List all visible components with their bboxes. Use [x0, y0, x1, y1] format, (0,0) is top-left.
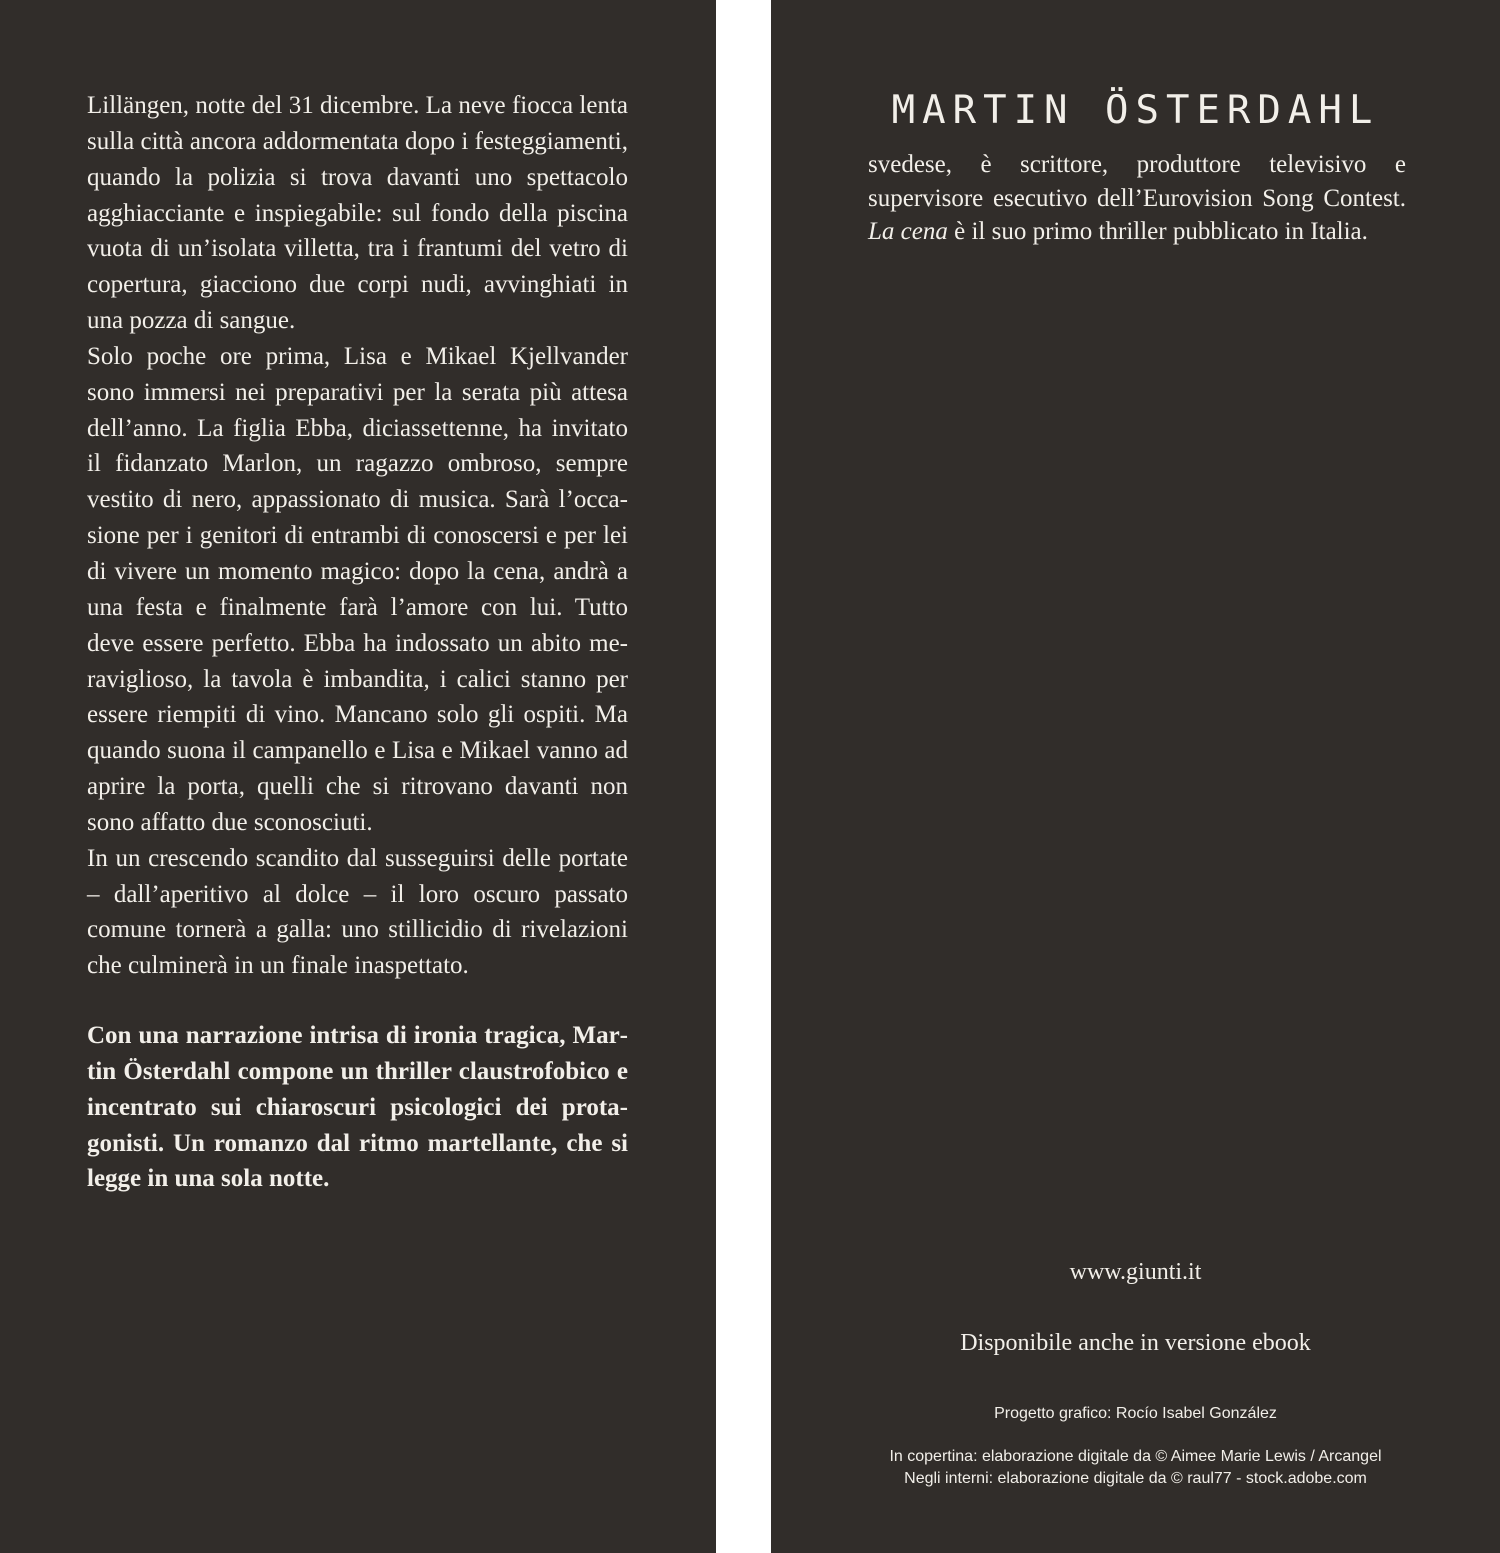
publisher-website: www.giunti.it [1069, 1259, 1202, 1285]
book-title: La cena [868, 218, 948, 245]
interior-credit: Negli interni: elaborazione digitale da © raul77 - stock.adobe.com [904, 1470, 1367, 1487]
ebook-availability: Disponibile anche in versione ebook [960, 1330, 1311, 1356]
synopsis-paragraph-2: Solo poche ore prima, Lisa e Mikael Kjellvander sono immersi nei preparativi per la serata più attesa dell’anno. La figlia Ebba, diciassettenne, ha invitato il fidanzato Marlon, un ragazzo ombroso, sempre vestito di nero, appassionato di musica. Sarà l’occasione per i genitori di entrambi di conoscersi e per lei di vivere un momento magico: dopo la cena, andrà a una festa e finalmente farà l’amore con lui. Tutto deve essere perfetto. Ebba ha indossato un abito meraviglioso, la tavola è imbandita, i calici stanno per essere riempiti di vino. Mancano solo gli ospiti. Ma quando suona il campanello e Lisa e Mikael vanno ad aprire la porta, quelli che si ritrovano davanti non sono affatto due sconosciuti. [87, 342, 628, 836]
synopsis-paragraph-1: Lillängen, notte del 31 dicembre. La neve fiocca lenta sulla città ancora addormentata dopo i festeggiamenti, quando la polizia si trova davanti uno spettacolo agghiacciante e inspiegabile: sul fondo della piscina vuota di un’isolata villetta, tra i frantumi del vetro di copertura, giacciono due corpi nudi, avvinghiati in una pozza di sangue. [87, 92, 628, 335]
author-name: MARTIN ÖSTERDAHL [891, 88, 1380, 133]
author-flap-right [771, 0, 1500, 1553]
cover-credit: In copertina: elaborazione digitale da © Aimee Marie Lewis / Arcangel [889, 1448, 1382, 1465]
synopsis-closing: Con una narrazione intrisa di ironia tragica, Martin Österdahl compone un thriller claustrofobico e incentrato sui chiaroscuri psicologici dei protagonisti. Un romanzo dal ritmo martellante, che si legge in una sola notte. [87, 1022, 628, 1193]
synopsis-paragraph-3: In un crescendo scandito dal susseguirsi delle portate – dall’aperitivo al dolce – il loro oscuro passato comune tornerà a galla: uno stillicidio di rivelazioni che culminerà in un finale inaspettato. [87, 844, 628, 980]
back-flap-left [0, 0, 716, 1553]
flap-gap [716, 0, 771, 1553]
design-credit: Progetto grafico: Rocío Isabel González [994, 1405, 1277, 1422]
synopsis [87, 88, 628, 1197]
author-bio-text-end: è il suo primo thriller pubblicato in Italia. [947, 218, 1368, 245]
author-bio-text: svedese, è scrittore, produttore televisivo e supervisore esecutivo dell’Eurovision Song Contest. [868, 151, 1406, 212]
author-bio [868, 148, 1406, 249]
